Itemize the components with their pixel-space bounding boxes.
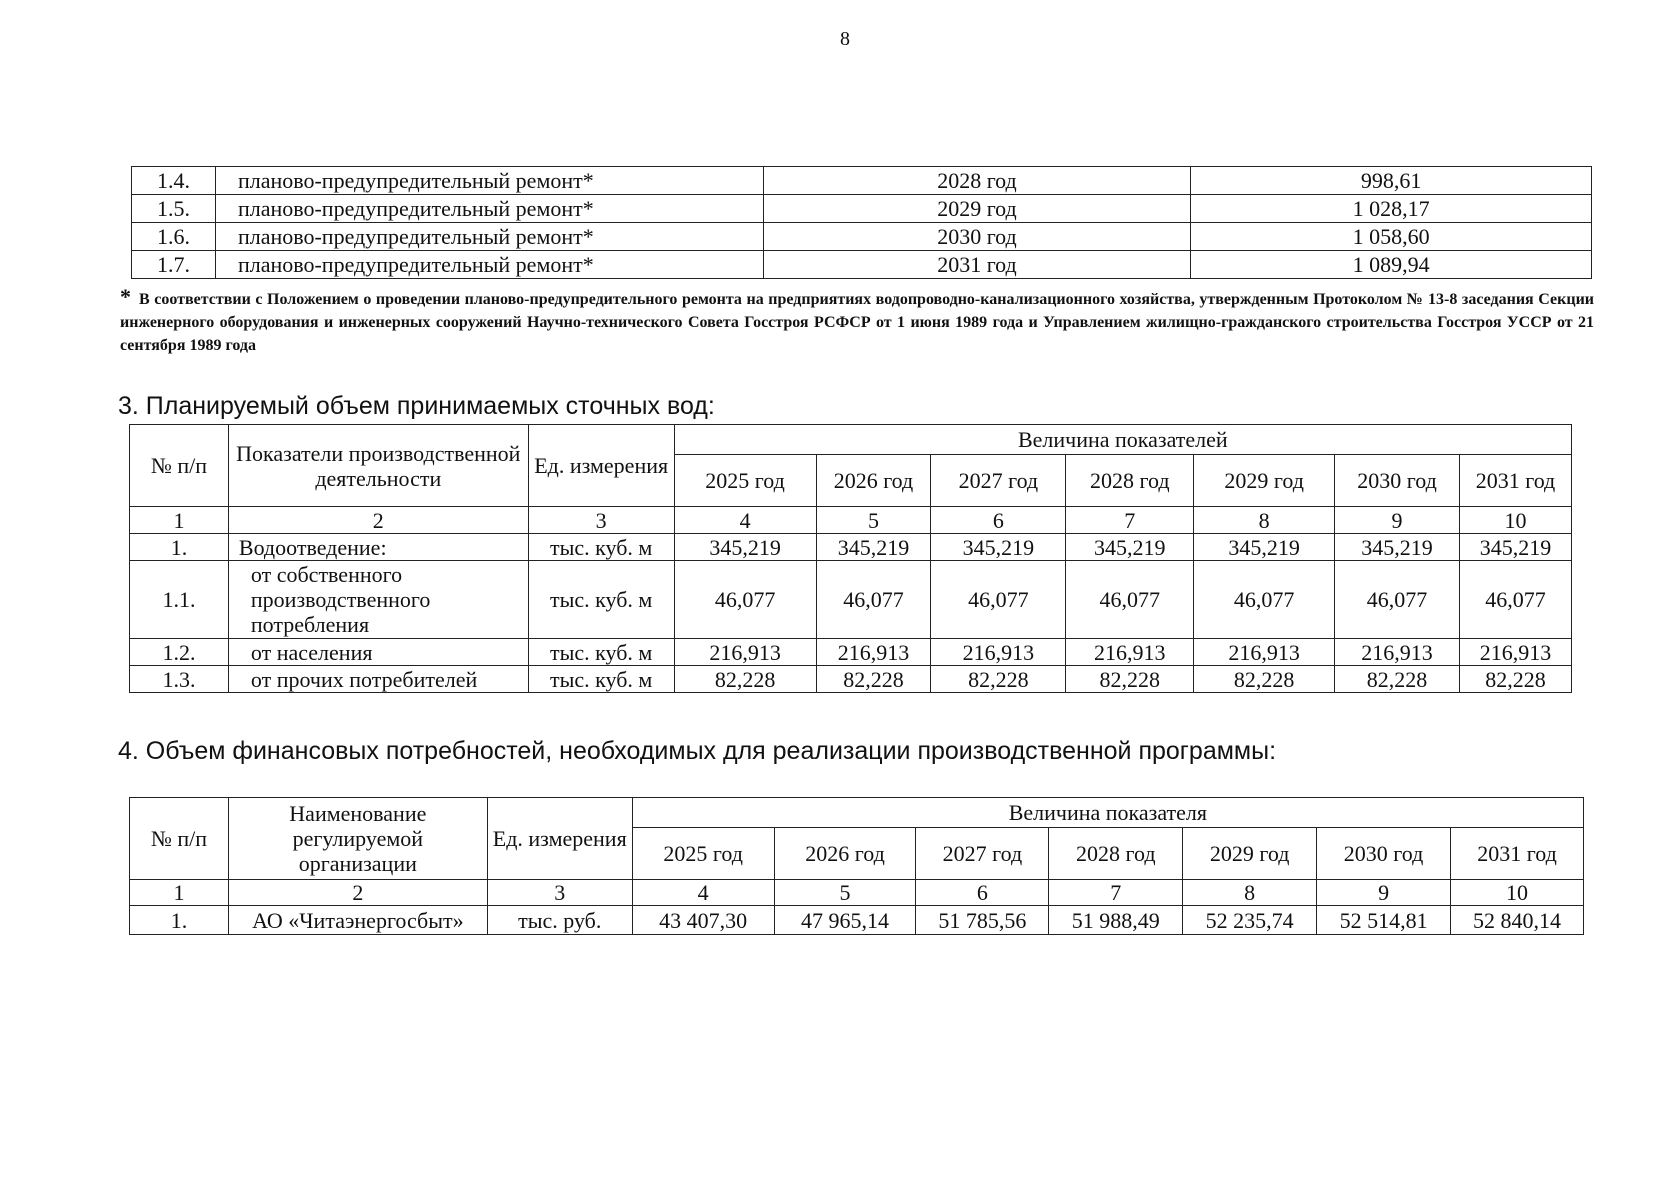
row-value: 345,219 <box>674 534 816 561</box>
row-name: от собственного производственного потребления <box>228 561 528 639</box>
row-number: 1.3. <box>130 666 229 693</box>
column-number: 1 <box>130 880 229 906</box>
header-year: 2026 год <box>774 828 916 880</box>
column-number: 4 <box>674 507 816 534</box>
column-number: 8 <box>1194 507 1335 534</box>
header-num: № п/п <box>130 425 229 507</box>
row-value: 216,913 <box>931 639 1066 666</box>
table-row <box>130 561 1572 639</box>
row-value: 216,913 <box>1460 639 1572 666</box>
row-value: 46,077 <box>1460 561 1572 639</box>
column-number: 5 <box>816 507 931 534</box>
footnote-star: * <box>120 284 131 309</box>
row-number: 1. <box>130 534 229 561</box>
header-year: 2025 год <box>674 455 816 507</box>
row-year: 2029 год <box>763 195 1191 223</box>
row-name: планово-предупредительный ремонт* <box>215 167 763 195</box>
row-name: планово-предупредительный ремонт* <box>215 223 763 251</box>
table-row <box>132 251 1592 279</box>
column-number: 10 <box>1460 507 1572 534</box>
header-year: 2027 год <box>931 455 1066 507</box>
header-org: Наименование регулируемой организации <box>228 798 487 880</box>
row-number: 1. <box>130 906 229 935</box>
row-unit: тыс. руб. <box>487 906 632 935</box>
row-value: 216,913 <box>1335 639 1460 666</box>
row-value: 345,219 <box>1066 534 1194 561</box>
row-value: 1 058,60 <box>1191 223 1592 251</box>
column-number: 9 <box>1335 507 1460 534</box>
header-year: 2031 год <box>1460 455 1572 507</box>
section4-heading: 4. Объем финансовых потребностей, необходимых для реализации производственной программы: <box>118 737 1277 765</box>
row-value: 82,228 <box>1335 666 1460 693</box>
header-year: 2030 год <box>1335 455 1460 507</box>
table-row <box>132 167 1592 195</box>
row-value: 216,913 <box>674 639 816 666</box>
row-number: 1.2. <box>130 639 229 666</box>
row-unit: тыс. куб. м <box>528 666 674 693</box>
column-number: 2 <box>228 880 487 906</box>
header-year: 2027 год <box>916 828 1049 880</box>
header-values-group: Величина показателя <box>632 798 1583 828</box>
row-value: 52 514,81 <box>1317 906 1451 935</box>
row-year: 2030 год <box>763 223 1191 251</box>
row-unit: тыс. куб. м <box>528 561 674 639</box>
row-name: планово-предупредительный ремонт* <box>215 251 763 279</box>
row-value: 52 840,14 <box>1451 906 1584 935</box>
row-value: 345,219 <box>931 534 1066 561</box>
row-value: 46,077 <box>1335 561 1460 639</box>
header-year: 2031 год <box>1451 828 1584 880</box>
row-value: 51 988,49 <box>1049 906 1183 935</box>
row-value: 216,913 <box>1066 639 1194 666</box>
repair-table <box>131 166 1592 279</box>
row-value: 345,219 <box>1194 534 1335 561</box>
table-row <box>130 906 1584 935</box>
row-value: 82,228 <box>1194 666 1335 693</box>
header-indicator: Показатели производственной деятельности <box>228 425 528 507</box>
row-number: 1.4. <box>132 167 216 195</box>
row-value: 345,219 <box>816 534 931 561</box>
column-number: 6 <box>916 880 1049 906</box>
row-value: 46,077 <box>931 561 1066 639</box>
row-value: 46,077 <box>674 561 816 639</box>
row-value: 998,61 <box>1191 167 1592 195</box>
header-year: 2028 год <box>1066 455 1194 507</box>
table-row <box>132 223 1592 251</box>
column-number: 7 <box>1049 880 1183 906</box>
footnote-text: В соответствии с Положением о проведении планово-предупредительного ремонта на предприятиях водопроводно-канализационного хозяйства, утвержденным Протоколом № 13-8 заседания Секции инженерного оборудования и инженерных сооружений Научно-технического Совета Госстроя РСФСР от 1 июня 1989 года и Управлением жилищно-гражданского строительства Госстроя УССР от 21 сентября 1989 года <box>120 291 1594 354</box>
row-name: Водоотведение: <box>228 534 528 561</box>
header-year: 2026 год <box>816 455 931 507</box>
row-number: 1.1. <box>130 561 229 639</box>
row-number: 1.7. <box>132 251 216 279</box>
footnote <box>120 285 1594 357</box>
row-value: 46,077 <box>816 561 931 639</box>
row-name: планово-предупредительный ремонт* <box>215 195 763 223</box>
column-number: 10 <box>1451 880 1584 906</box>
table-row <box>132 195 1592 223</box>
row-value: 345,219 <box>1460 534 1572 561</box>
row-name: от населения <box>228 639 528 666</box>
financial-table <box>129 797 1584 935</box>
column-number: 7 <box>1066 507 1194 534</box>
row-value: 216,913 <box>816 639 931 666</box>
row-name: от прочих потребителей <box>228 666 528 693</box>
row-unit: тыс. куб. м <box>528 534 674 561</box>
row-value: 47 965,14 <box>774 906 916 935</box>
row-value: 43 407,30 <box>632 906 774 935</box>
row-unit: тыс. куб. м <box>528 639 674 666</box>
row-value: 46,077 <box>1194 561 1335 639</box>
table-row <box>130 639 1572 666</box>
table-row <box>130 666 1572 693</box>
row-value: 1 089,94 <box>1191 251 1592 279</box>
header-num: № п/п <box>130 798 229 880</box>
header-year: 2030 год <box>1317 828 1451 880</box>
row-number: 1.5. <box>132 195 216 223</box>
table-row <box>130 534 1572 561</box>
column-number: 6 <box>931 507 1066 534</box>
header-year: 2028 год <box>1049 828 1183 880</box>
row-value: 82,228 <box>1066 666 1194 693</box>
header-unit: Ед. измерения <box>487 798 632 880</box>
page-number: 8 <box>840 28 850 50</box>
row-year: 2031 год <box>763 251 1191 279</box>
header-year: 2025 год <box>632 828 774 880</box>
column-number: 4 <box>632 880 774 906</box>
row-value: 216,913 <box>1194 639 1335 666</box>
row-value: 345,219 <box>1335 534 1460 561</box>
row-value: 1 028,17 <box>1191 195 1592 223</box>
header-year: 2029 год <box>1183 828 1317 880</box>
row-number: 1.6. <box>132 223 216 251</box>
section3-heading: 3. Планируемый объем принимаемых сточных вод: <box>118 392 715 420</box>
column-number: 3 <box>528 507 674 534</box>
row-name: АО «Читаэнергосбыт» <box>228 906 487 935</box>
column-number: 5 <box>774 880 916 906</box>
column-number: 2 <box>228 507 528 534</box>
row-year: 2028 год <box>763 167 1191 195</box>
header-unit: Ед. измерения <box>528 425 674 507</box>
column-number: 1 <box>130 507 229 534</box>
row-value: 52 235,74 <box>1183 906 1317 935</box>
column-number: 8 <box>1183 880 1317 906</box>
row-value: 82,228 <box>1460 666 1572 693</box>
row-value: 51 785,56 <box>916 906 1049 935</box>
column-number: 3 <box>487 880 632 906</box>
column-number: 9 <box>1317 880 1451 906</box>
header-values-group: Величина показателей <box>674 425 1571 455</box>
row-value: 82,228 <box>674 666 816 693</box>
header-year: 2029 год <box>1194 455 1335 507</box>
row-value: 82,228 <box>931 666 1066 693</box>
row-value: 46,077 <box>1066 561 1194 639</box>
wastewater-table <box>129 424 1572 693</box>
row-value: 82,228 <box>816 666 931 693</box>
